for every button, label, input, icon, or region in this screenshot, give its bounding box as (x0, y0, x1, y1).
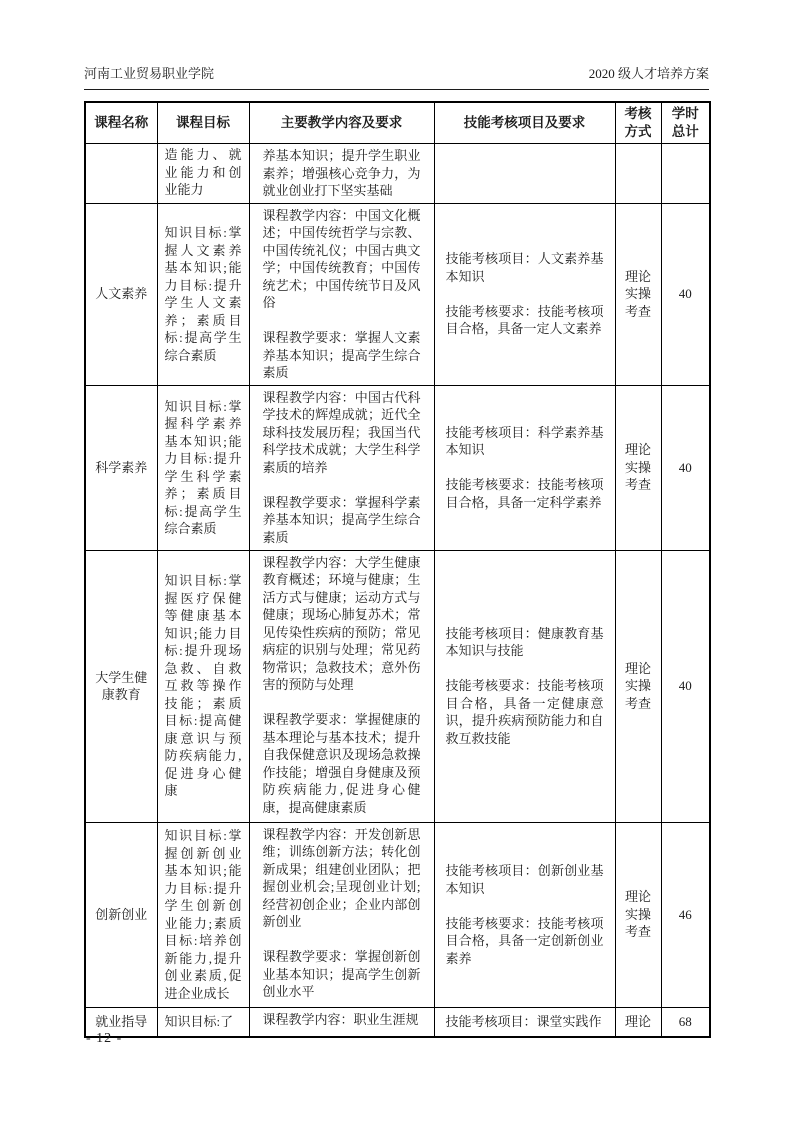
header-school-name: 河南工业贸易职业学院 (84, 66, 215, 81)
cell-assessment-method: 理论实操考查 (615, 550, 661, 822)
cell-course-name: 就业指导 (85, 1007, 157, 1037)
teaching-requirement-paragraph: 课程教学要求：掌握科学素养基本知识；提高学生综合素质 (262, 494, 421, 545)
cell-teaching-content (249, 550, 434, 822)
col-header-teaching-content: 主要教学内容及要求 (249, 102, 434, 144)
cell-skill-assessment (434, 1007, 615, 1037)
cell-course-name: 创新创业 (85, 822, 157, 1007)
cell-course-name: 科学素养 (85, 385, 157, 550)
cell-skill-assessment (434, 203, 615, 385)
cell-teaching-content (249, 385, 434, 550)
cell-course-objectives: 知识目标:掌握人文素养基本知识;能力目标:提升学生人文素养；素质目标:提高学生综合素质 (157, 203, 249, 385)
cell-total-hours: 40 (661, 385, 710, 550)
cell-course-objectives: 造能力、就业能力和创业能力 (157, 144, 249, 204)
col-header-assessment-method: 考核方式 (615, 102, 661, 144)
col-header-total-hours: 学时总计 (661, 102, 710, 144)
teaching-content-paragraph: 养基本知识；提升学生职业素养；增强核心竞争力，为就业创业打下坚实基础 (262, 148, 421, 198)
table-row-employment-guidance (85, 1007, 710, 1037)
header-plan-title: 2020 级人才培养方案 (588, 66, 709, 81)
skill-requirement-paragraph: 技能考核要求：技能考核项目合格，具备一定健康意识，提升疾病预防能力和自救互救技能 (445, 678, 604, 746)
cell-total-hours (661, 144, 710, 204)
skill-requirement-paragraph: 技能考核要求：技能考核项目合格，具备一定人文素养 (445, 303, 604, 337)
col-header-course-name: 课程名称 (85, 102, 157, 144)
cell-course-objectives: 知识目标:了 (157, 1007, 249, 1037)
page-content (84, 64, 709, 1038)
col-header-course-objectives: 课程目标 (157, 102, 249, 144)
course-table (84, 101, 711, 1038)
table-row-scientific-literacy (85, 385, 710, 550)
teaching-requirement-paragraph: 课程教学要求：掌握创新创业基本知识；提高学生创新创业水平 (262, 949, 421, 999)
cell-skill-assessment (434, 550, 615, 822)
teaching-requirement-paragraph: 课程教学要求：掌握健康的基本理论与基本技术；提升自我保健意识及现场急救操作技能；增强自身健康及预防疾病能力,促进身心健康，提高健康素质 (262, 712, 421, 815)
cell-teaching-content (249, 203, 434, 385)
skill-requirement-paragraph: 技能考核要求：技能考核项目合格，具备一定科学素养 (445, 477, 604, 510)
cell-course-objectives: 知识目标:掌握创新创业基本知识;能力目标:提升学生创新创业能力;素质目标:培养创新能力,提升创业素质,促进企业成长 (157, 822, 249, 1007)
cell-total-hours: 68 (661, 1007, 710, 1037)
cell-total-hours: 40 (661, 550, 710, 822)
cell-course-name: 大学生健康教育 (85, 550, 157, 822)
cell-course-objectives: 知识目标:掌握医疗保健等健康基本知识;能力目标:提升现场急救、自救互救等操作技能；素质目标:提高健康意识与预防疾病能力,促进身心健康 (157, 550, 249, 822)
col-header-skill-assessment: 技能考核项目及要求 (434, 102, 615, 144)
page-number: - 12 - (86, 1031, 123, 1046)
table-row-health-education (85, 550, 710, 822)
cell-assessment-method (615, 144, 661, 204)
cell-assessment-method: 理论实操考查 (615, 385, 661, 550)
table-header-row (85, 102, 710, 144)
teaching-content-paragraph: 课程教学内容：开发创新思维；训练创新方法；转化创新成果；组建创业团队；把握创业机会;呈现创业计划;经营初创企业；企业内部创新创业 (262, 826, 421, 929)
teaching-content-paragraph: 课程教学内容：中国文化概述；中国传统哲学与宗教、中国传统礼仪；中国古典文学；中国传统教育；中国传统艺术；中国传统节日及风俗 (262, 207, 421, 310)
skill-item-paragraph: 技能考核项目：科学素养基本知识 (445, 424, 604, 458)
table-row-continued (85, 144, 710, 204)
cell-course-name: 人文素养 (85, 203, 157, 385)
cell-assessment-method: 理论 (615, 1007, 661, 1037)
teaching-content-paragraph: 课程教学内容：中国古代科学技术的辉煌成就；近代全球科技发展历程；我国当代科学技术成就；大学生科学素质的培养 (262, 389, 421, 475)
teaching-content-paragraph: 课程教学内容：大学生健康教育概述；环境与健康；生活方式与健康；运动方式与健康；现场心肺复苏术；常见传染性疾病的预防；常见病症的识别与处理；常见药物常识；急救技术；意外伤害的预防与处理 (262, 554, 421, 692)
cell-teaching-content (249, 144, 434, 204)
cell-skill-assessment (434, 144, 615, 204)
table-row-humanistic-literacy (85, 203, 710, 385)
cell-skill-assessment (434, 385, 615, 550)
teaching-content-paragraph: 课程教学内容：职业生涯规 (262, 1011, 419, 1027)
skill-item-paragraph: 技能考核项目：创新创业基本知识 (445, 863, 604, 896)
page-header (84, 64, 709, 90)
teaching-requirement-paragraph: 课程教学要求：掌握人文素养基本知识；提高学生综合素质 (262, 330, 421, 380)
skill-item-paragraph: 技能考核项目：课堂实践作 (445, 1014, 602, 1029)
table-row-innovation-entrepreneurship (85, 822, 710, 1007)
cell-total-hours: 40 (661, 203, 710, 385)
skill-item-paragraph: 技能考核项目：人文素养基本知识 (445, 251, 604, 284)
cell-course-objectives: 知识目标:掌握科学素养基本知识;能力目标:提升学生科学素养；素质目标:提高学生综合素质 (157, 385, 249, 550)
cell-teaching-content (249, 822, 434, 1007)
cell-assessment-method: 理论实操考查 (615, 822, 661, 1007)
skill-item-paragraph: 技能考核项目：健康教育基本知识与技能 (445, 625, 604, 659)
skill-requirement-paragraph: 技能考核要求：技能考核项目合格，具备一定创新创业素养 (445, 915, 604, 966)
cell-assessment-method: 理论实操考查 (615, 203, 661, 385)
cell-teaching-content (249, 1007, 434, 1037)
cell-course-name (85, 144, 157, 204)
cell-total-hours: 46 (661, 822, 710, 1007)
cell-skill-assessment (434, 822, 615, 1007)
